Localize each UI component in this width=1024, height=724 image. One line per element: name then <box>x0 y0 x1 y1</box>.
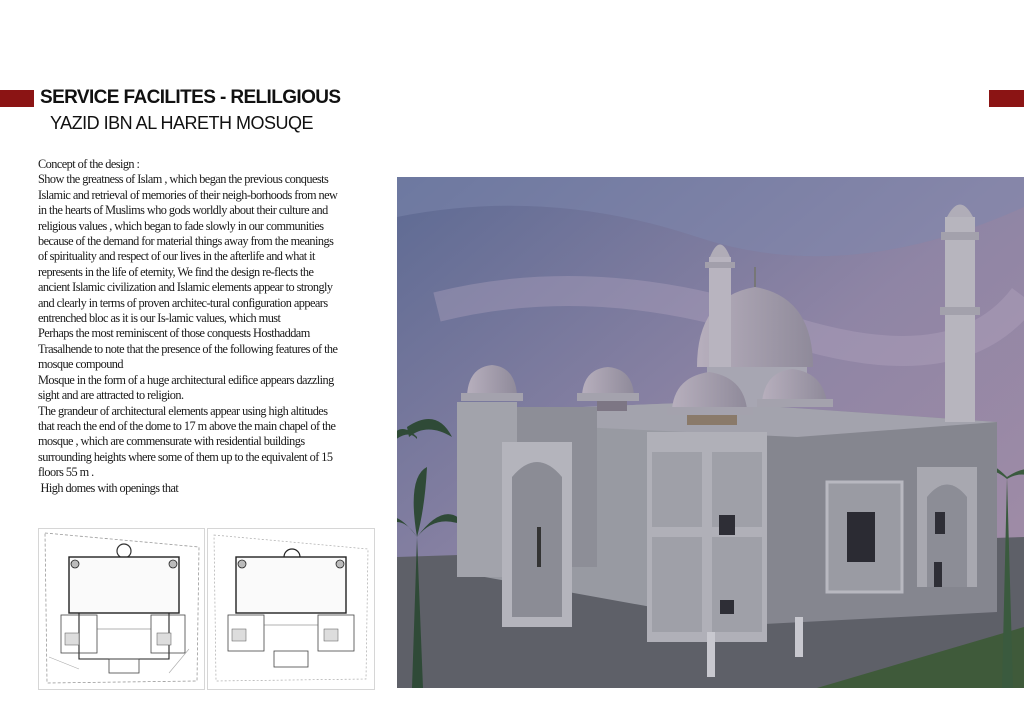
floor-plan-upper-drawing <box>208 529 374 689</box>
mosque-rendering-illustration <box>397 177 1024 688</box>
page-title: SERVICE FACILITES - RELILGIOUS <box>40 87 341 108</box>
concept-text <box>38 157 343 496</box>
floor-plan-upper <box>207 528 375 690</box>
concept-paragraph: High domes with openings that <box>38 480 179 495</box>
concept-paragraph: Show the greatness of Islam , which began the previous conquests Islamic and retrieval of memories of their neigh-borhoods from new in the hearts of Muslims who gods worldly about their culture and religious values , which began to fade slowly in our communities because of the demand for material things away from the meanings of spirituality and respect of our lives in the afterlife and what it represents in the life of eternity, We find the design re-flects the ancient Islamic civilization and Islamic elements appear to strongly and clearly in terms of proven architec-tural configuration appears entrenched bloc as it is our Is-lamic values, which must <box>38 172 338 326</box>
concept-paragraph: Mosque in the form of a huge architectural edifice appears dazzling sight and are attracted to religion. <box>38 372 334 403</box>
accent-bar-left <box>0 90 34 107</box>
concept-paragraph: The grandeur of architectural elements appear using high altitudes that reach the end of the dome to 17 m above the main chapel of the mosque , which are commensurate with residential buildings surrounding heights where some of them up to the equivalent of 15 floors 55 m . <box>38 403 336 480</box>
page-subtitle: YAZID IBN AL HARETH MOSUQE <box>50 113 314 133</box>
accent-bar-right <box>989 90 1024 107</box>
concept-heading: Concept of the design : <box>38 157 140 171</box>
floor-plan-ground-drawing <box>39 529 204 689</box>
floor-plan-ground <box>38 528 205 690</box>
concept-paragraph: Perhaps the most reminiscent of those conquests Hosthaddam Trasalhende to note that the presence of the following features of the mosque compound <box>38 326 338 372</box>
mosque-rendering <box>397 177 1024 688</box>
